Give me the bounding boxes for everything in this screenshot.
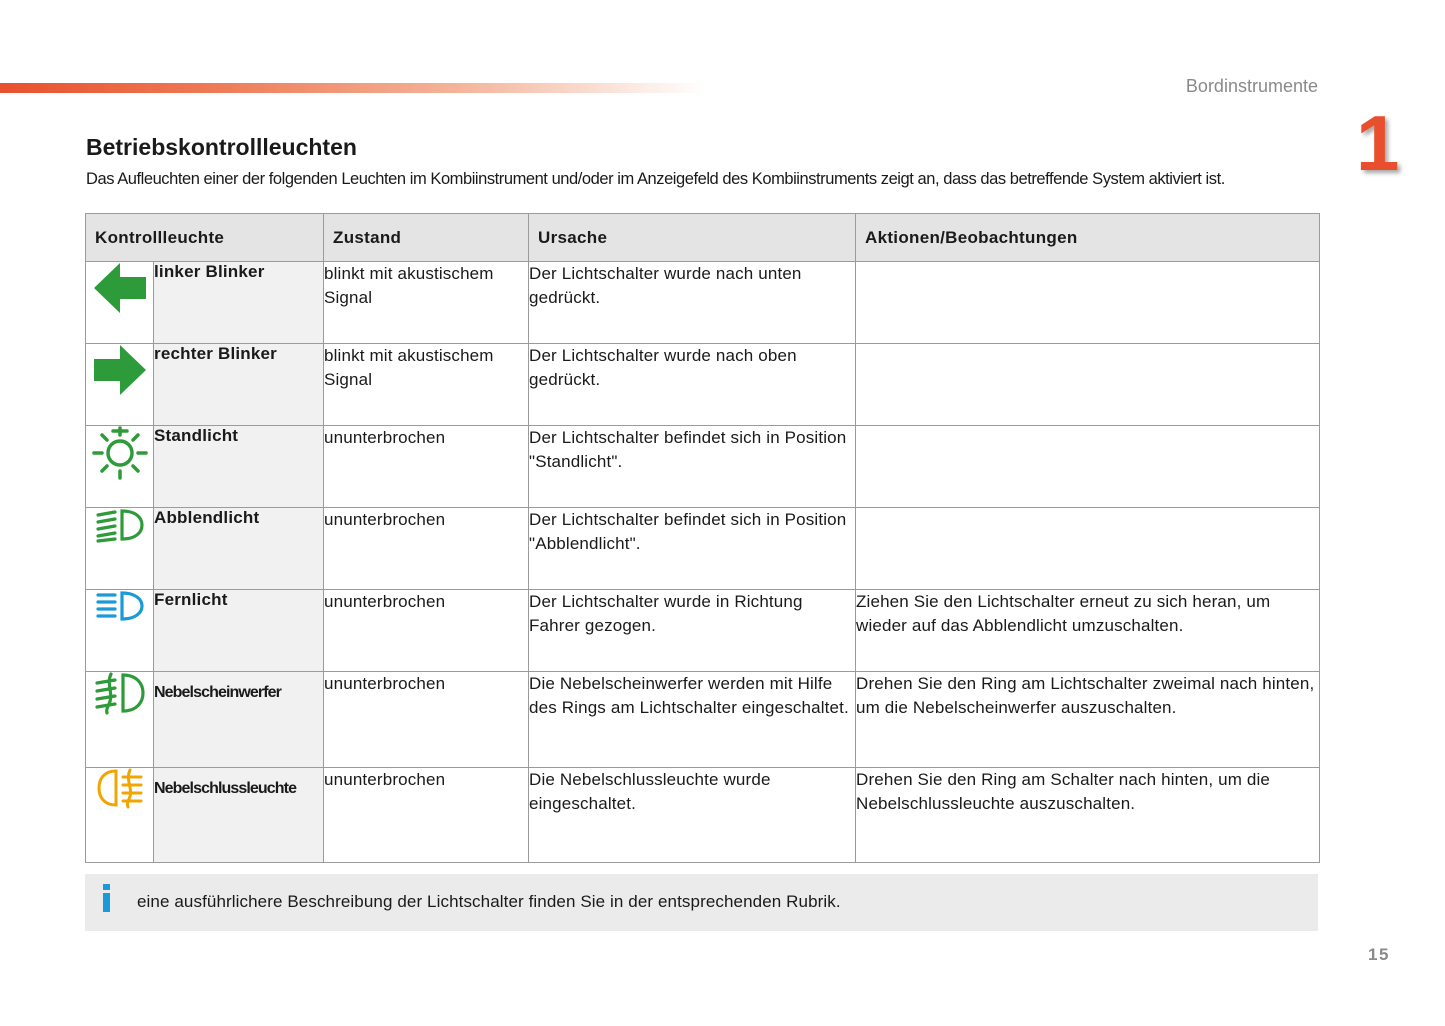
light-cause: Die Nebelscheinwerfer werden mit Hilfe des Rings am Lichtschalter eingeschaltet.: [529, 672, 856, 768]
chapter-number: 1: [1356, 99, 1400, 187]
right-arrow-icon: [92, 344, 148, 396]
light-name: Abblendlicht: [154, 508, 324, 590]
icon-cell: [86, 768, 154, 863]
light-name: rechter Blinker: [154, 344, 324, 426]
light-action: [856, 508, 1320, 590]
header-ursache: Ursache: [529, 214, 856, 262]
table-row: [86, 590, 1320, 672]
light-state: ununterbrochen: [324, 672, 529, 768]
light-action: Drehen Sie den Ring am Schalter nach hinten, um die Nebelschlussleuchte auszuschalten.: [856, 768, 1320, 863]
table-row: [86, 262, 1320, 344]
high-beam-icon: [95, 590, 145, 622]
light-state: blinkt mit akustischem Signal: [324, 344, 529, 426]
light-cause: Die Nebelschlussleuchte wurde eingeschaltet.: [529, 768, 856, 863]
light-action: [856, 344, 1320, 426]
table-header-row: [86, 214, 1320, 262]
light-action: [856, 262, 1320, 344]
chapter-number-badge: [1352, 99, 1400, 187]
icon-cell: [86, 672, 154, 768]
page-title: Betriebskontrollleuchten: [86, 134, 357, 160]
page-number: 15: [1368, 945, 1390, 964]
light-state: blinkt mit akustischem Signal: [324, 262, 529, 344]
icon-cell: [86, 344, 154, 426]
light-name: Standlicht: [154, 426, 324, 508]
light-cause: Der Lichtschalter wurde nach oben gedrückt.: [529, 344, 856, 426]
header-kontrollleuchte: Kontrollleuchte: [86, 214, 324, 262]
section-name: Bordinstrumente: [1185, 76, 1318, 96]
light-cause: Der Lichtschalter befindet sich in Position "Abblendlicht".: [529, 508, 856, 590]
table-row: [86, 426, 1320, 508]
light-state: ununterbrochen: [324, 590, 529, 672]
low-beam-icon: [95, 508, 145, 542]
left-arrow-icon: [92, 262, 148, 314]
light-cause: Der Lichtschalter befindet sich in Position "Standlicht".: [529, 426, 856, 508]
icon-cell: [86, 426, 154, 508]
warning-lights-table: [85, 213, 1320, 863]
light-name: Fernlicht: [154, 590, 324, 672]
front-fog-light-icon: [94, 672, 146, 714]
light-state: ununterbrochen: [324, 508, 529, 590]
light-name: Nebelschlussleuchte: [154, 768, 324, 863]
intro-text: Das Aufleuchten einer der folgenden Leuchten im Kombiinstrument und/oder im Anzeigefeld des Kombiinstruments zeigt an, dass das betreffende System aktiviert ist.: [86, 170, 1225, 188]
light-action: [856, 426, 1320, 508]
light-action: Ziehen Sie den Lichtschalter erneut zu sich heran, um wieder auf das Abblendlicht umzuschalten.: [856, 590, 1320, 672]
light-name: Nebelscheinwerfer: [154, 672, 324, 768]
icon-cell: [86, 262, 154, 344]
info-icon: [101, 884, 115, 912]
icon-cell: [86, 590, 154, 672]
table-row: [86, 672, 1320, 768]
light-action: Drehen Sie den Ring am Lichtschalter zweimal nach hinten, um die Nebelscheinwerfer auszuschalten.: [856, 672, 1320, 768]
light-cause: Der Lichtschalter wurde nach unten gedrückt.: [529, 262, 856, 344]
rear-fog-light-icon: [96, 768, 144, 808]
header-aktionen: Aktionen/Beobachtungen: [856, 214, 1320, 262]
table-row: [86, 344, 1320, 426]
parking-light-icon: [91, 426, 149, 480]
table-row: [86, 768, 1320, 863]
light-state: ununterbrochen: [324, 768, 529, 863]
light-state: ununterbrochen: [324, 426, 529, 508]
table-row: [86, 508, 1320, 590]
icon-cell: [86, 508, 154, 590]
info-text: eine ausführlichere Beschreibung der Lichtschalter finden Sie in der entsprechenden Rubrik.: [137, 892, 841, 911]
header-zustand: Zustand: [324, 214, 529, 262]
info-box: [85, 874, 1318, 931]
light-name: linker Blinker: [154, 262, 324, 344]
header-accent-bar: [0, 83, 705, 93]
light-cause: Der Lichtschalter wurde in Richtung Fahrer gezogen.: [529, 590, 856, 672]
